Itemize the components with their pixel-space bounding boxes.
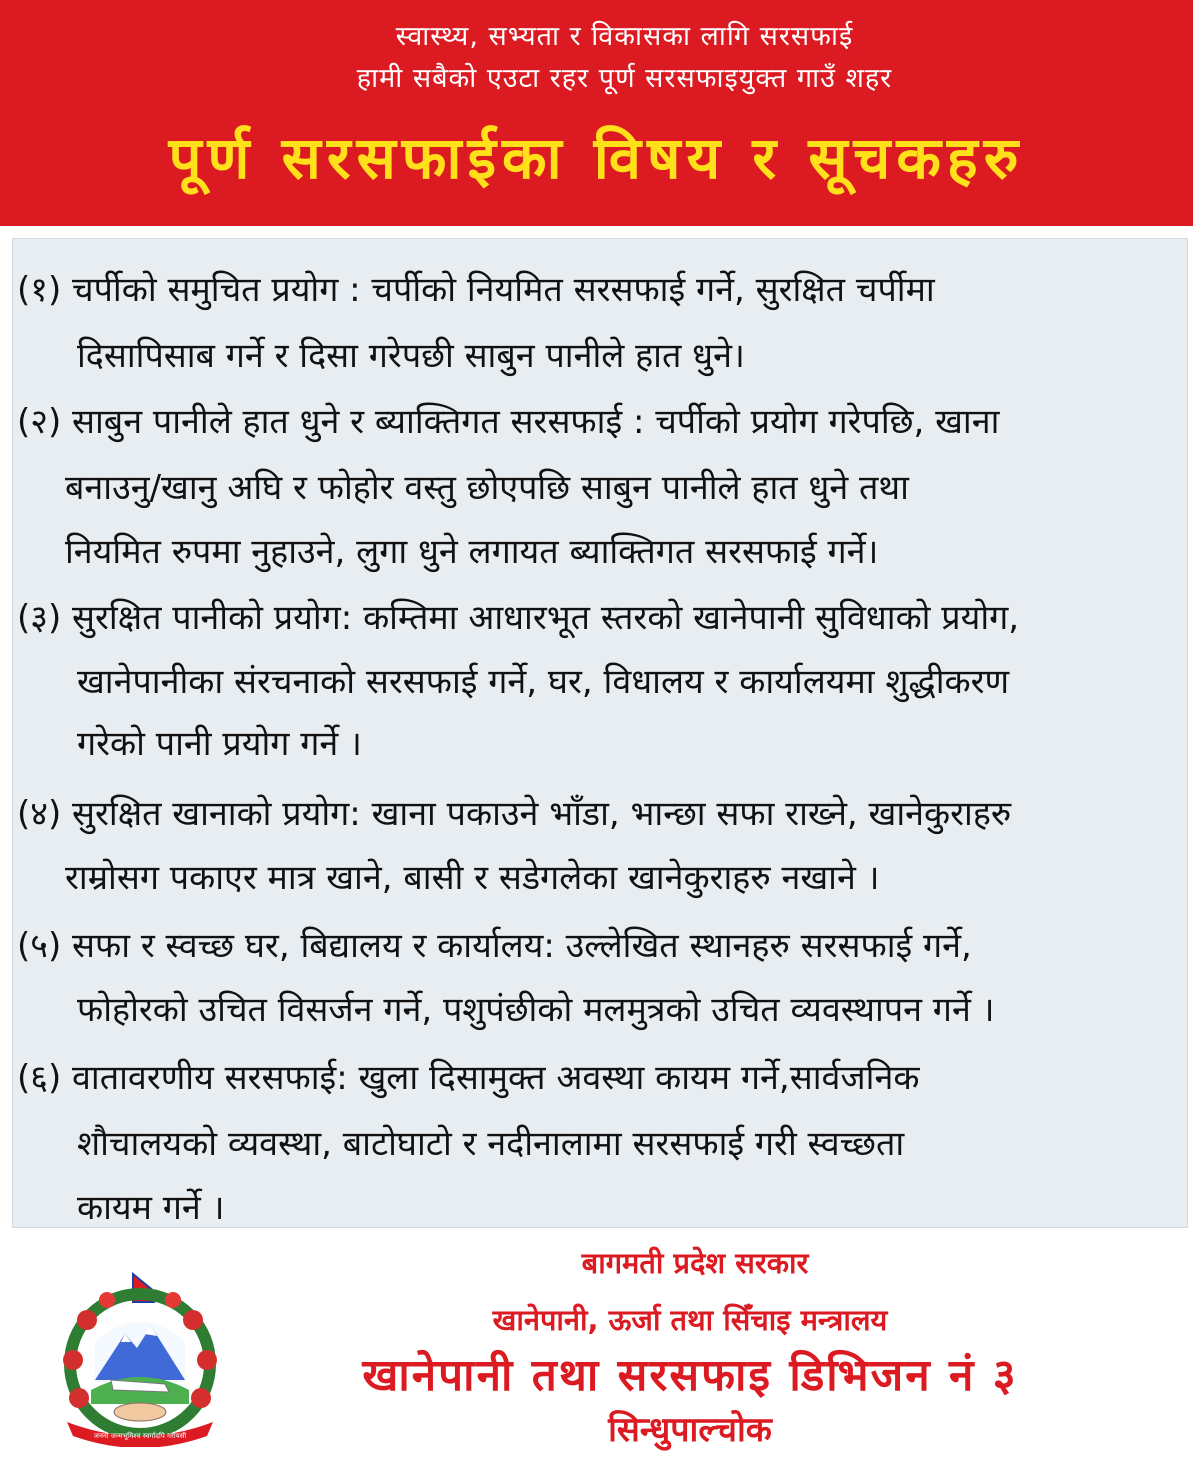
indicator-2-line-3: नियमित रुपमा नुहाउने, लुगा धुने लगायत ब्याक्तिगत सरसफाई गर्ने।	[65, 532, 879, 572]
indicator-6-line-3: कायम गर्ने ।	[77, 1188, 225, 1228]
indicator-1-line-1: (१) चर्पीको समुचित प्रयोग : चर्पीको नियमित सरसफाई गर्ने, सुरक्षित चर्पीमा	[17, 270, 935, 310]
indicator-5-line-2: फोहोरको उचित विसर्जन गर्ने, पशुपंछीको मलमुत्रको उचित व्यवस्थापन गर्ने ।	[77, 990, 995, 1030]
slogan-line-2: हामी सबैको एउटा रहर पूर्ण सरसफाइयुक्त गाउँ शहर	[356, 63, 893, 94]
indicator-3-line-1: (३) सुरक्षित पानीको प्रयोग: कम्तिमा आधारभूत स्तरको खानेपानी सुविधाको प्रयोग,	[17, 598, 1020, 638]
indicator-4-line-1: (४) सुरक्षित खानाको प्रयोग: खाना पकाउने भाँडा, भान्छा सफा राख्ने, खानेकुराहरु	[17, 794, 1012, 834]
footer-district: सिन्धुपाल्चोक	[608, 1410, 772, 1450]
indicator-6-line-2: शौचालयको व्यवस्था, बाटोघाटो र नदीनालामा सरसफाई गरी स्वच्छता	[77, 1124, 905, 1164]
indicator-2-line-1: (२) साबुन पानीले हात धुने र ब्याक्तिगत सरसफाई : चर्पीको प्रयोग गरेपछि, खाना	[17, 402, 1000, 442]
page-title: पूर्ण सरसफाईका विषय र सूचकहरु	[168, 124, 1025, 192]
header-banner	[0, 0, 1193, 226]
indicator-4-line-2: राम्रोसग पकाएर मात्र खाने, बासी र सडेगलेका खानेकुराहरु नखाने ।	[65, 858, 880, 898]
indicator-1-line-2: दिसापिसाब गर्ने र दिसा गरेपछी साबुन पानीले हात धुने।	[77, 336, 745, 376]
indicator-5-line-1: (५) सफा र स्वच्छ घर, बिद्यालय र कार्यालय: उल्लेखित स्थानहरु सरसफाई गर्ने,	[17, 926, 972, 966]
indicator-6-line-1: (६) वातावरणीय सरसफाई: खुला दिसामुक्त अवस्था कायम गर्ने,सार्वजनिक	[17, 1058, 920, 1098]
nepal-government-emblem	[55, 1272, 225, 1447]
footer-ministry: खानेपानी, ऊर्जा तथा सिँचाइ मन्त्रालय	[492, 1303, 888, 1337]
indicator-3-line-2: खानेपानीका संरचनाको सरसफाई गर्ने, घर, विधालय र कार्यालयमा शुद्धीकरण	[77, 662, 1010, 702]
slogan-line-1: स्वास्थ्य, सभ्यता र विकासका लागि सरसफाई	[395, 21, 854, 52]
footer-province-government: बागमती प्रदेश सरकार	[581, 1246, 809, 1280]
svg-text:जननी जन्मभूमिश्च स्वर्गादपि गर: जननी जन्मभूमिश्च स्वर्गादपि गरीयसी	[93, 1432, 187, 1440]
indicator-3-line-3: गरेको पानी प्रयोग गर्ने ।	[77, 724, 362, 764]
indicators-panel	[12, 238, 1188, 1228]
footer-division: खानेपानी तथा सरसफाइ डिभिजन नं ३	[362, 1350, 1018, 1401]
indicator-2-line-2: बनाउनु/खानु अघि र फोहोर वस्तु छोएपछि साबुन पानीले हात धुने तथा	[65, 468, 909, 508]
